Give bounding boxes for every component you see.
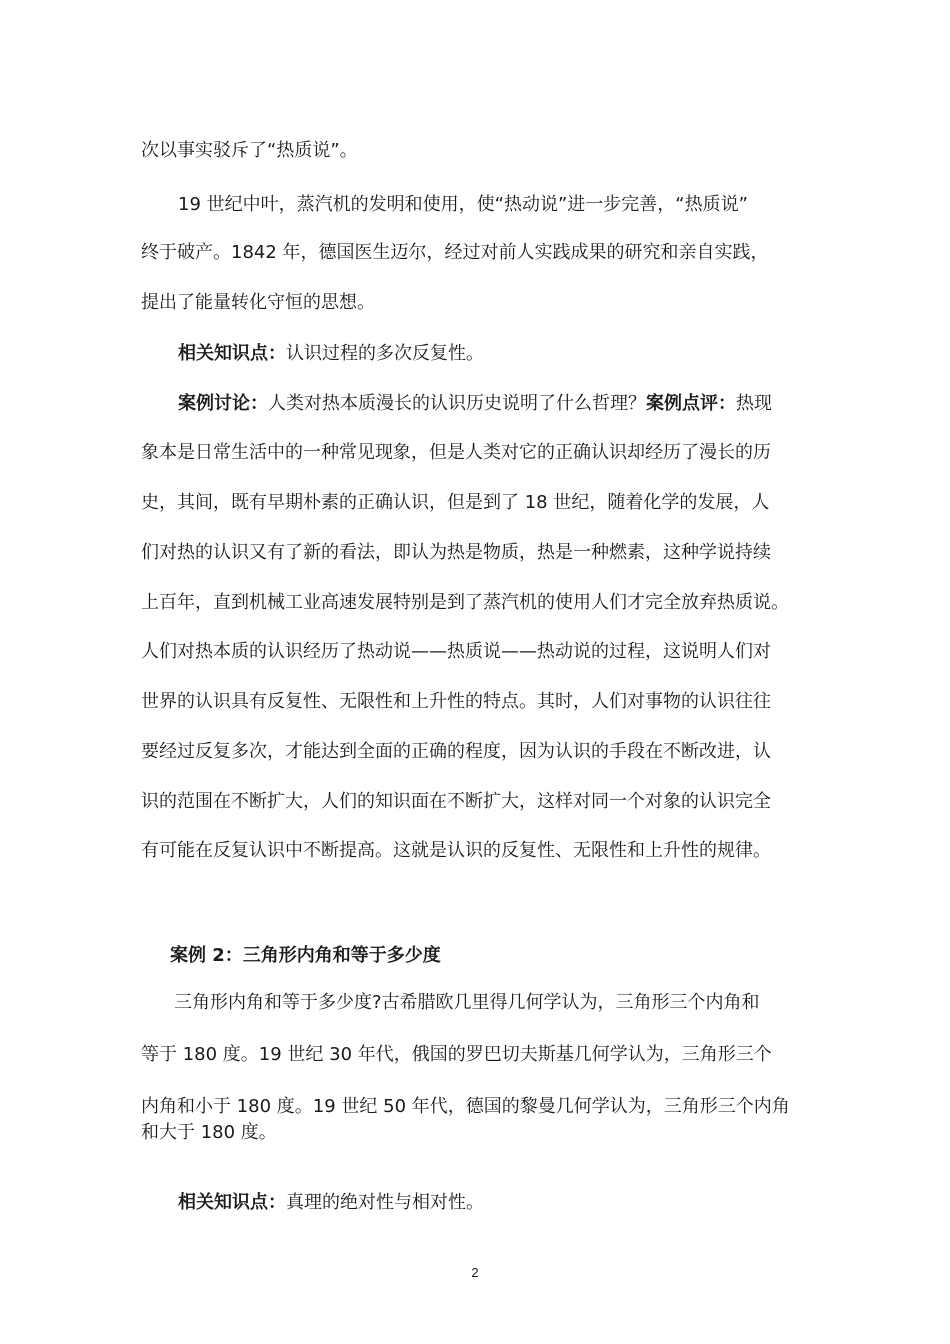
- comment-label: 案例点评：: [646, 393, 736, 414]
- discussion-label: 案例讨论：: [178, 393, 268, 414]
- paragraph-line: 象本是日常生活中的一种常见现象，但是人类对它的正确认识却经历了漫长的历: [141, 442, 771, 463]
- paragraph-line: 19 世纪中叶，蒸汽机的发明和使用，使“热动说”进一步完善，“热质说”: [178, 194, 748, 215]
- paragraph-line: 提出了能量转化守恒的思想。: [141, 292, 375, 313]
- knowledge-label: 相关知识点：: [178, 343, 286, 364]
- paragraph-line: 人们对热本质的认识经历了热动说——热质说——热动说的过程，这说明人们对: [141, 641, 771, 662]
- paragraph-line: 终于破产。1842 年，德国医生迈尔，经过对前人实践成果的研究和亲自实践，: [141, 242, 769, 263]
- paragraph-line: 有可能在反复认识中不断提高。这就是认识的反复性、无限性和上升性的规律。: [141, 840, 771, 861]
- discussion-line: [178, 391, 772, 417]
- knowledge-text: 认识过程的多次反复性。: [286, 343, 484, 364]
- paragraph-line: 识的范围在不断扩大，人们的知识面在不断扩大，这样对同一个对象的认识完全: [141, 791, 771, 812]
- paragraph-line: 世界的认识具有反复性、无限性和上升性的特点。其时，人们对事物的认识往往: [141, 691, 771, 712]
- paragraph-line: 内角和小于 180 度。19 世纪 50 年代，德国的黎曼几何学认为，三角形三个内角: [141, 1096, 790, 1117]
- paragraph-line: 上百年，直到机械工业高速发展特别是到了蒸汽机的使用人们才完全放弃热质说。: [141, 592, 789, 613]
- paragraph-line: 要经过反复多次，才能达到全面的正确的程度，因为认识的手段在不断改进，认: [141, 741, 771, 762]
- knowledge-text: 真理的绝对性与相对性。: [286, 1192, 484, 1213]
- paragraph-line: 史，其间，既有早期朴素的正确认识，但是到了 18 世纪，随着化学的发展，人: [141, 492, 770, 513]
- paragraph-line: 等于 180 度。19 世纪 30 年代，俄国的罗巴切夫斯基几何学认为，三角形三个: [141, 1044, 772, 1065]
- case-2-title: 案例 2：三角形内角和等于多少度: [170, 945, 441, 966]
- paragraph-line: 次以事实驳斥了“热质说”。: [141, 140, 358, 161]
- paragraph-line: 三角形内角和等于多少度?古希腊欧几里得几何学认为，三角形三个内角和: [174, 992, 760, 1013]
- knowledge-label: 相关知识点：: [178, 1192, 286, 1213]
- page-number: 2: [471, 1265, 479, 1280]
- discussion-question: 人类对热本质漫长的认识历史说明了什么哲理？: [268, 393, 646, 414]
- paragraph-line: 们对热的认识又有了新的看法，即认为热是物质，热是一种燃素，这种学说持续: [141, 542, 771, 563]
- comment-text: 热现: [736, 393, 772, 414]
- knowledge-point-1: [178, 341, 484, 367]
- knowledge-point-2: [178, 1190, 484, 1216]
- paragraph-line: 和大于 180 度。: [141, 1122, 277, 1143]
